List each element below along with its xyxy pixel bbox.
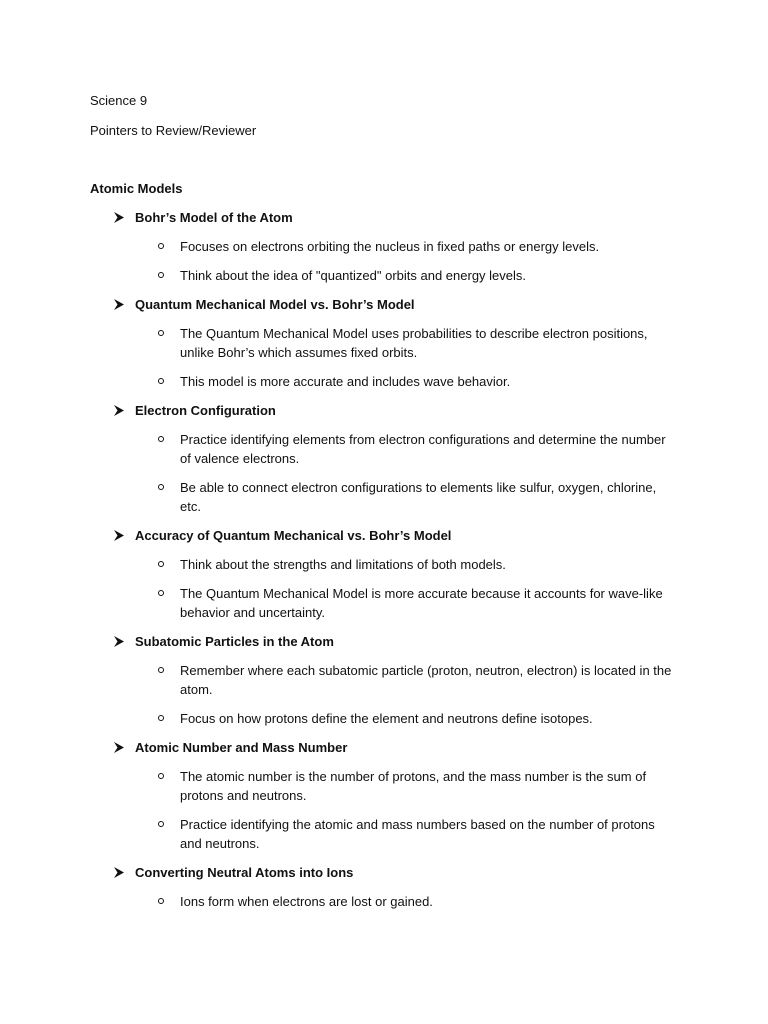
arrowhead-bullet-icon [113, 208, 125, 227]
subject-line: Science 9 [90, 93, 148, 108]
topic-heading [90, 208, 680, 227]
point-item [90, 815, 680, 853]
hollow-circle-bullet-icon [158, 898, 164, 904]
point-item [90, 767, 680, 805]
topic-heading [90, 401, 680, 420]
point-item [90, 430, 680, 468]
point-item [90, 266, 680, 285]
topic-list [90, 208, 680, 911]
hollow-circle-bullet-icon [158, 715, 164, 721]
topic-title: Quantum Mechanical Model vs. Bohr’s Model [135, 297, 415, 312]
point-text: Practice identifying elements from electron configurations and determine the number of valence electrons. [180, 432, 666, 466]
point-item [90, 709, 680, 728]
topic-item [90, 738, 680, 853]
arrowhead-bullet-icon [113, 863, 125, 882]
section-heading: Atomic Models [90, 181, 183, 196]
hollow-circle-bullet-icon [158, 667, 164, 673]
arrowhead-bullet-icon [113, 526, 125, 545]
hollow-circle-bullet-icon [158, 590, 164, 596]
point-item [90, 478, 680, 516]
topic-title: Subatomic Particles in the Atom [135, 634, 334, 649]
point-list [90, 555, 680, 622]
topic-heading [90, 526, 680, 545]
point-text: Think about the idea of "quantized" orbits and energy levels. [180, 268, 527, 283]
point-list [90, 324, 680, 391]
topic-heading [90, 738, 680, 757]
point-item [90, 584, 680, 622]
hollow-circle-bullet-icon [158, 243, 164, 249]
point-text: Practice identifying the atomic and mass numbers based on the number of protons and neutrons. [180, 817, 655, 851]
point-text: Focus on how protons define the element and neutrons define isotopes. [180, 711, 593, 726]
hollow-circle-bullet-icon [158, 436, 164, 442]
hollow-circle-bullet-icon [158, 821, 164, 827]
point-item [90, 661, 680, 699]
point-text: Think about the strengths and limitations of both models. [180, 557, 506, 572]
topic-item [90, 526, 680, 622]
topic-title: Converting Neutral Atoms into Ions [135, 865, 354, 880]
hollow-circle-bullet-icon [158, 378, 164, 384]
point-item [90, 324, 680, 362]
topic-title: Accuracy of Quantum Mechanical vs. Bohr’s Model [135, 528, 452, 543]
hollow-circle-bullet-icon [158, 773, 164, 779]
topic-title: Electron Configuration [135, 403, 276, 418]
point-text: Be able to connect electron configurations to elements like sulfur, oxygen, chlorine, etc. [180, 480, 657, 514]
point-text: Ions form when electrons are lost or gained. [180, 894, 433, 909]
point-list [90, 892, 680, 911]
point-item [90, 555, 680, 574]
arrowhead-bullet-icon [113, 295, 125, 314]
hollow-circle-bullet-icon [158, 561, 164, 567]
point-item [90, 892, 680, 911]
point-text: Focuses on electrons orbiting the nucleus in fixed paths or energy levels. [180, 239, 600, 254]
topic-heading [90, 863, 680, 882]
topic-title: Atomic Number and Mass Number [135, 740, 348, 755]
topic-heading [90, 632, 680, 651]
point-text: The atomic number is the number of protons, and the mass number is the sum of protons and neutrons. [180, 769, 647, 803]
hollow-circle-bullet-icon [158, 272, 164, 278]
topic-item [90, 401, 680, 516]
hollow-circle-bullet-icon [158, 484, 164, 490]
topic-title: Bohr’s Model of the Atom [135, 210, 293, 225]
point-text: The Quantum Mechanical Model uses probabilities to describe electron positions, unlike Bohr’s which assumes fixed orbits. [180, 326, 648, 360]
arrowhead-bullet-icon [113, 632, 125, 651]
topic-item [90, 632, 680, 728]
point-list [90, 661, 680, 728]
point-item [90, 372, 680, 391]
point-item [90, 237, 680, 256]
point-text: This model is more accurate and includes wave behavior. [180, 374, 511, 389]
topic-item [90, 863, 680, 911]
point-list [90, 767, 680, 853]
point-list [90, 237, 680, 285]
topic-heading [90, 295, 680, 314]
arrowhead-bullet-icon [113, 401, 125, 420]
pointers-line: Pointers to Review/Reviewer [90, 123, 257, 138]
hollow-circle-bullet-icon [158, 330, 164, 336]
point-text: The Quantum Mechanical Model is more accurate because it accounts for wave-like behavior and uncertainty. [180, 586, 663, 620]
topic-item [90, 208, 680, 285]
arrowhead-bullet-icon [113, 738, 125, 757]
point-text: Remember where each subatomic particle (proton, neutron, electron) is located in the atom. [180, 663, 672, 697]
point-list [90, 430, 680, 516]
topic-item [90, 295, 680, 391]
